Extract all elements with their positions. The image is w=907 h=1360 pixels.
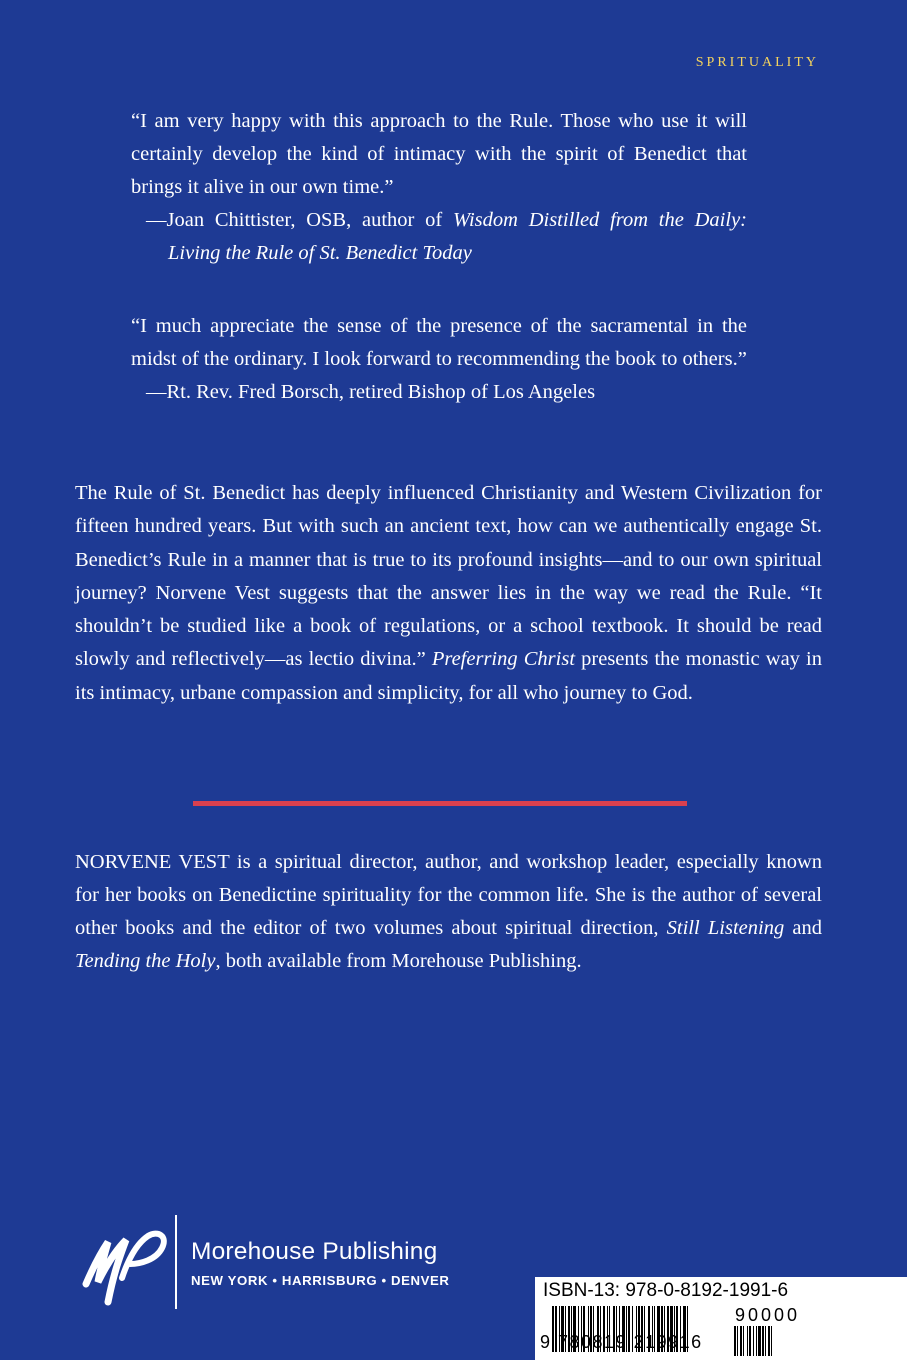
barcode-bar — [758, 1326, 761, 1356]
barcode-bar — [762, 1326, 764, 1356]
attribution-book-title: Wisdom Distilled from the Daily: Living the Rule of St. Benedict Today — [168, 209, 747, 264]
barcode-bar — [753, 1326, 754, 1356]
author-bio — [75, 846, 822, 978]
description-text: presents the monastic way in its intimacy, urbane compassion and simplicity, for all who journey to God. — [75, 648, 822, 704]
category-label: SPRITUALITY — [695, 55, 819, 70]
barcode-bar — [740, 1326, 742, 1356]
bio-text: , both available from Morehouse Publishing. — [215, 950, 582, 972]
barcode-bar — [734, 1326, 736, 1356]
publisher-name: Morehouse Publishing — [191, 1238, 438, 1265]
addon-digits: 90000 — [735, 1305, 801, 1325]
bio-book-title: Tending the Holy — [75, 950, 216, 972]
divider-rule — [193, 801, 687, 806]
bio-text: and — [784, 917, 822, 939]
barcode-bar — [749, 1326, 751, 1356]
barcode-bar — [756, 1326, 757, 1356]
publisher-text — [191, 1236, 450, 1288]
bio-book-title: Still Listening — [666, 917, 785, 939]
publisher-cities: NEW YORK • HARRISBURG • DENVER — [191, 1273, 450, 1288]
isbn-label: ISBN-13: 978-0-8192-1991-6 — [543, 1280, 789, 1301]
logo-divider — [175, 1215, 177, 1309]
barcode-bar — [747, 1326, 748, 1356]
endorsement-attribution — [131, 204, 747, 270]
description-text: The Rule of St. Benedict has deeply influenced Christianity and Western Civilization for fifteen hundred years. But with such an ancient text, how can we authentically engage St. Benedict’s Rule in a manner that is true to its profound insights—and to our own spiritual journey? Norvene Vest suggests that the answer lies in the way we read the Rule. “It shouldn’t be studied like a book of regulations, or a school textbook. It should be read slowly and reflectively—as lectio divina.” — [75, 482, 822, 671]
barcode-bar — [765, 1326, 766, 1356]
endorsement-2 — [131, 310, 747, 409]
barcode-bar — [737, 1326, 738, 1356]
book-title: Preferring Christ — [431, 648, 576, 671]
bio-text: NORVENE VEST is a spiritual director, author, and workshop leader, especially known for her books on Benedictine spirituality for the common life. She is the author of several other books and the editor of two volumes about spiritual direction, — [75, 851, 822, 939]
publisher-block — [78, 1214, 450, 1310]
attribution-author: —Joan Chittister, OSB, author of — [146, 209, 453, 231]
endorsement-attribution: —Rt. Rev. Fred Borsch, retired Bishop of Los Angeles — [146, 381, 596, 403]
barcode-bar — [743, 1326, 744, 1356]
barcode-bar — [768, 1326, 770, 1356]
book-description — [75, 477, 822, 710]
barcode-bar — [771, 1326, 772, 1356]
publisher-logo — [78, 1214, 173, 1310]
endorsement-quote: “I am very happy with this approach to the Rule. Those who use it will certainly develop the kind of intimacy with the spirit of Benedict that brings it alive in our own time.” — [131, 110, 747, 198]
addon-barcode — [734, 1326, 800, 1356]
endorsement-1 — [131, 105, 747, 270]
endorsement-quote: “I much appreciate the sense of the presence of the sacramental in the midst of the ordinary. I look forward to recommending the book to others.” — [131, 315, 747, 370]
ean-digits: 9 780819 219916 — [540, 1332, 703, 1352]
publisher-logo-icon — [78, 1214, 173, 1310]
